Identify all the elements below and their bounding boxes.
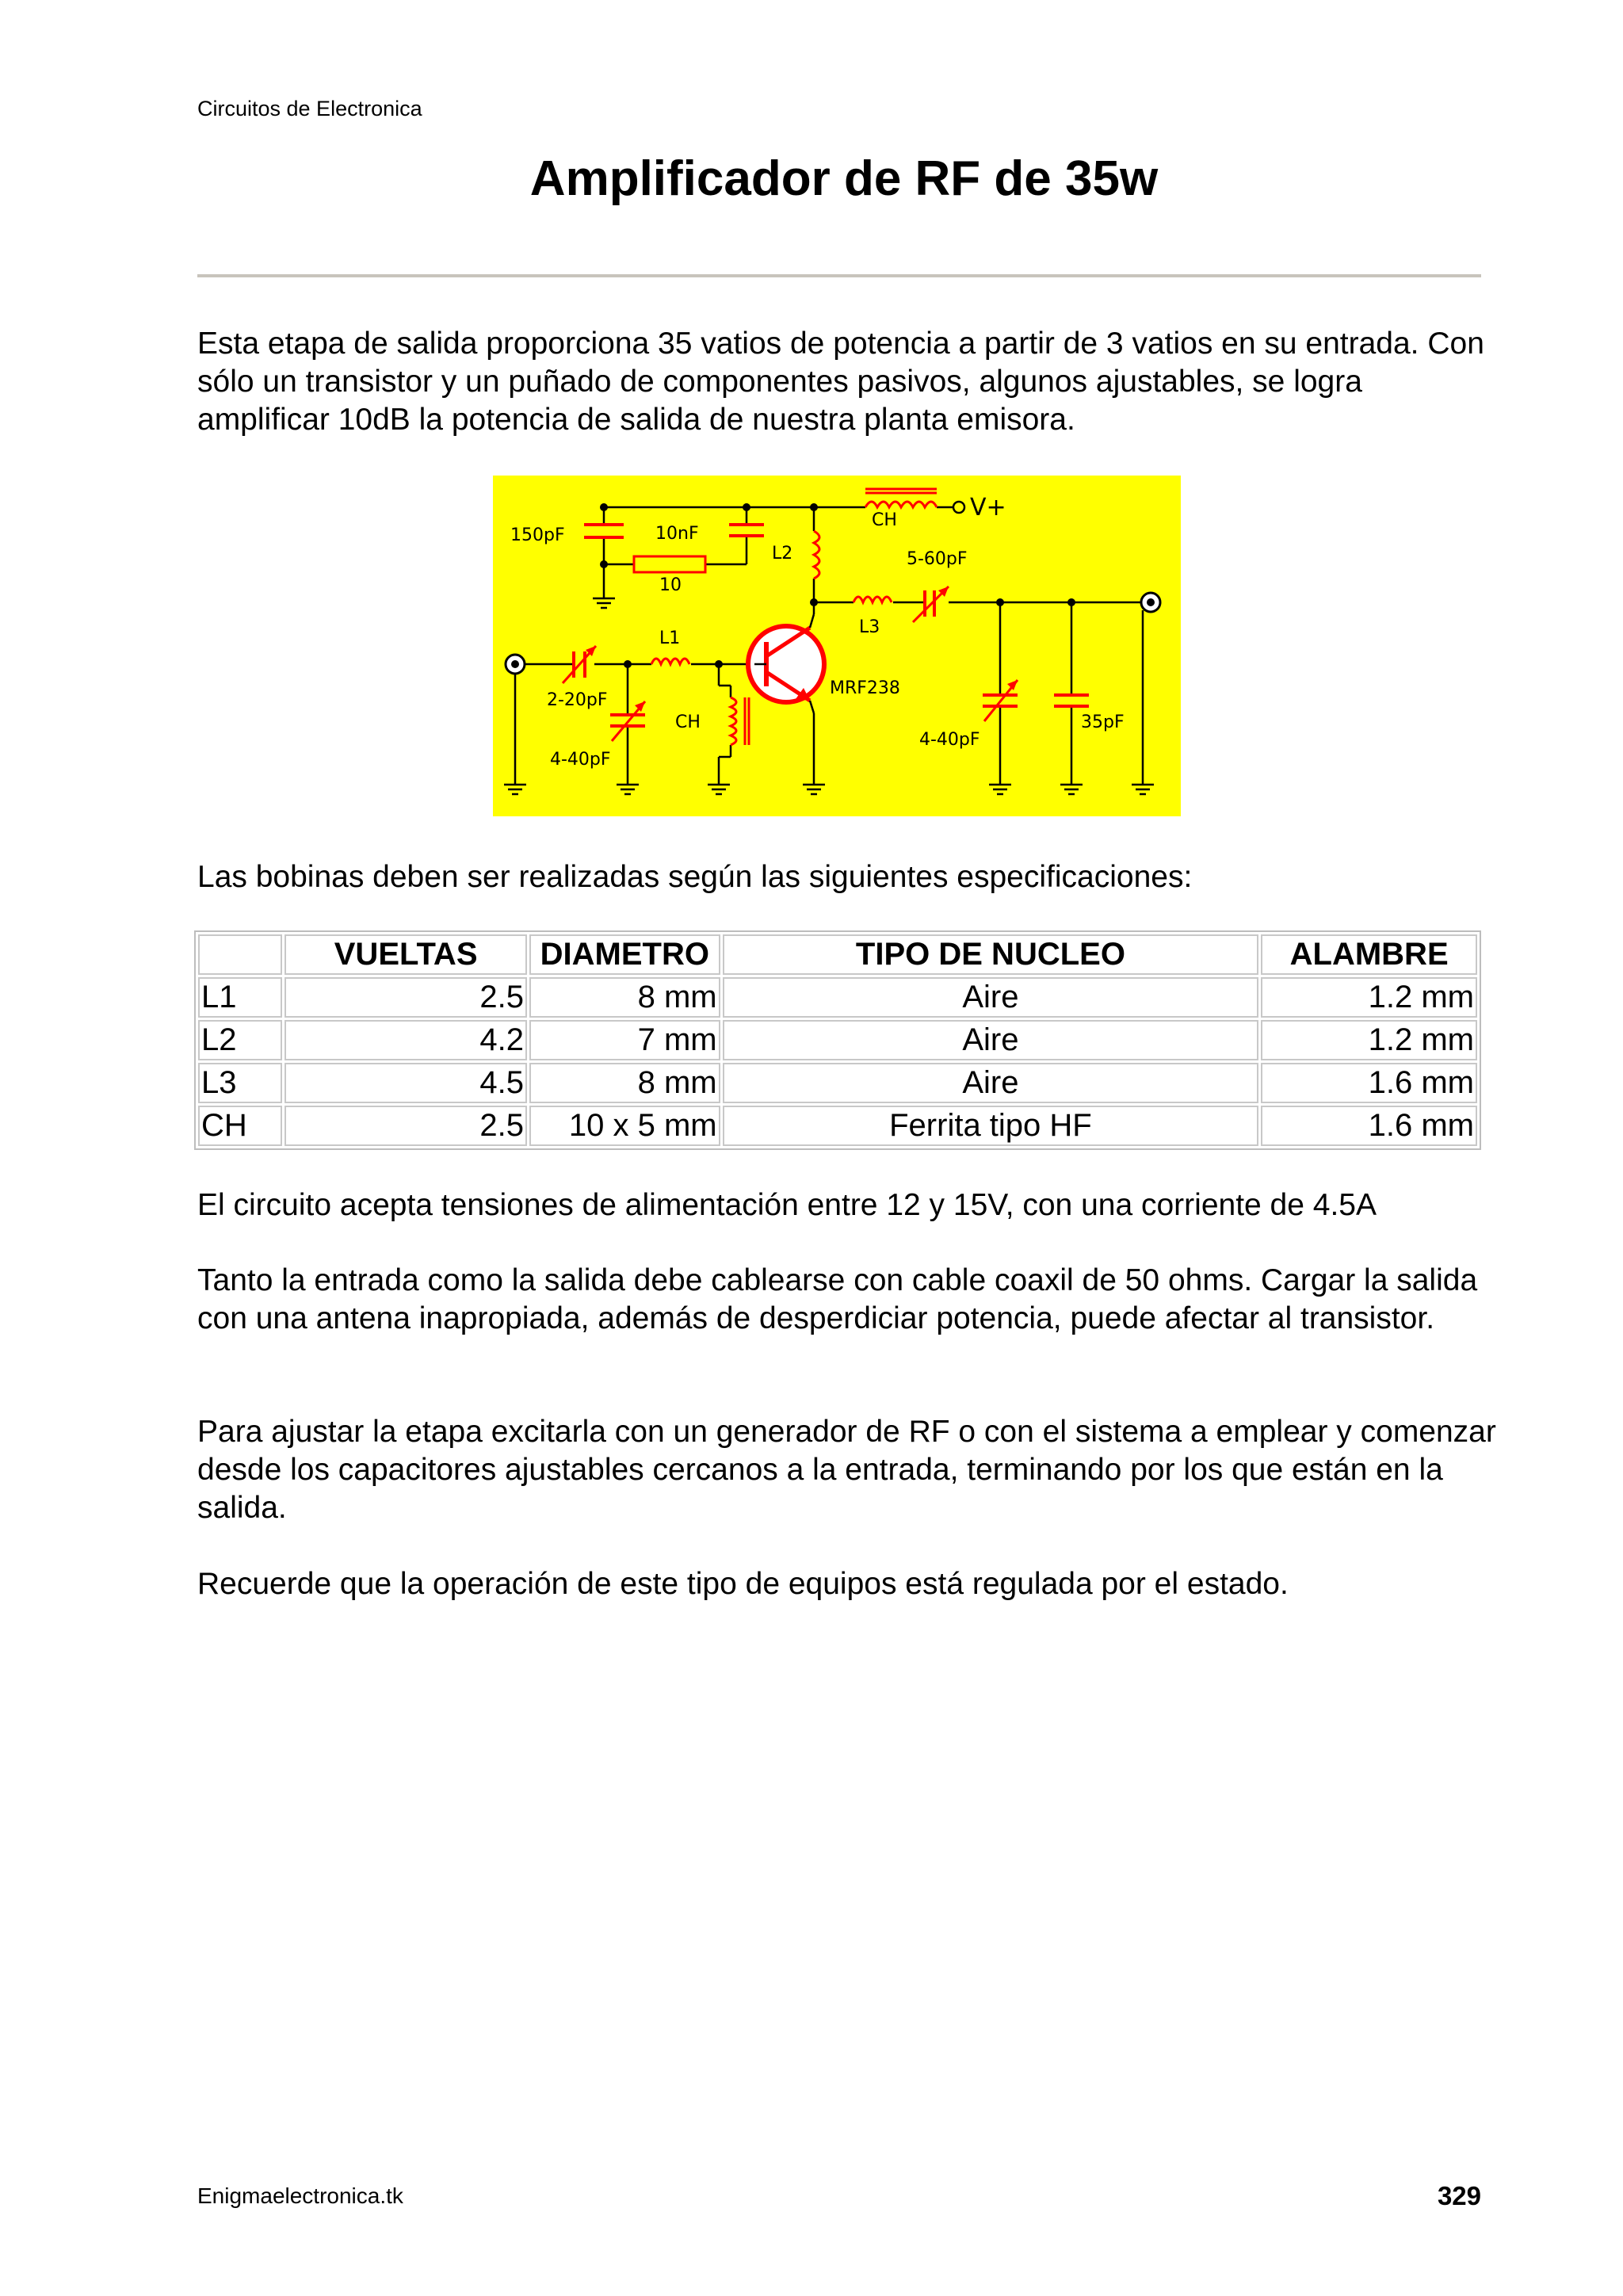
amplifier-schematic: [493, 476, 1181, 816]
table-row: [198, 1020, 1477, 1060]
cell-diametro: 10 x 5 mm: [529, 1106, 720, 1146]
cell-diametro: 8 mm: [529, 977, 720, 1018]
cell-coil: CH: [198, 1106, 282, 1146]
label-150pf: 150pF: [510, 525, 565, 545]
label-5-60pf: 5-60pF: [907, 549, 968, 569]
cell-diametro: 7 mm: [529, 1020, 720, 1060]
cell-vueltas: 2.5: [285, 1106, 527, 1146]
cell-alambre: 1.2 mm: [1261, 977, 1477, 1018]
label-4-40pf-input: 4-40pF: [550, 750, 611, 770]
label-l2: L2: [772, 544, 793, 563]
label-2-20pf: 2-20pF: [547, 690, 608, 710]
label-mrf238: MRF238: [830, 678, 900, 698]
supply-paragraph: El circuito acepta tensiones de alimentación entre 12 y 15V, con una corriente de 4.5A: [197, 1188, 1377, 1222]
label-ch-input: CH: [675, 712, 701, 732]
cell-diametro: 8 mm: [529, 1063, 720, 1103]
coax-paragraph: Tanto la entrada como la salida debe cablearse con cable coaxil de 50 ohms. Cargar la salida con una antena inapropiada, además de desperdiciar potencia, puede afectar al transistor.: [197, 1263, 1478, 1335]
label-l3: L3: [859, 617, 880, 637]
page-title: Amplificador de RF de 35w: [529, 151, 1159, 206]
cell-alambre: 1.6 mm: [1261, 1063, 1477, 1103]
label-r10: 10: [659, 575, 682, 595]
footer-site: Enigmaelectronica.tk: [197, 2183, 403, 2208]
header-empty: [198, 934, 282, 975]
header-tipo-nucleo: TIPO DE NUCLEO: [723, 934, 1259, 975]
page-number: 329: [1437, 2181, 1481, 2210]
header-divider: [197, 274, 1481, 277]
cell-nucleo: Aire: [723, 1063, 1259, 1103]
label-10nf: 10nF: [655, 524, 699, 544]
label-vplus: V+: [970, 494, 1006, 521]
cell-nucleo: Ferrita tipo HF: [723, 1106, 1259, 1146]
cell-vueltas: 4.2: [285, 1020, 527, 1060]
header-alambre: ALAMBRE: [1261, 934, 1477, 975]
label-35pf: 35pF: [1081, 712, 1125, 732]
legal-paragraph: Recuerde que la operación de este tipo de equipos está regulada por el estado.: [197, 1567, 1289, 1601]
label-l1: L1: [659, 628, 681, 648]
table-header-row: [198, 934, 1477, 975]
adjust-paragraph: Para ajustar la etapa excitarla con un generador de RF o con el sistema a emplear y comenzar desde los capacitores ajustables cercanos a la entrada, terminando por los que están en la salida.: [197, 1415, 1496, 1525]
label-4-40pf-output: 4-40pF: [919, 730, 980, 750]
table-row: [198, 1063, 1477, 1103]
cell-vueltas: 4.5: [285, 1063, 527, 1103]
cell-nucleo: Aire: [723, 1020, 1259, 1060]
cell-coil: L2: [198, 1020, 282, 1060]
table-row: [198, 977, 1477, 1018]
cell-nucleo: Aire: [723, 977, 1259, 1018]
cell-vueltas: 2.5: [285, 977, 527, 1018]
table-row: [198, 1106, 1477, 1146]
intro-paragraph: Esta etapa de salida proporciona 35 vatios de potencia a partir de 3 vatios en su entrada. Con sólo un transistor y un puñado de componentes pasivos, algunos ajustables, se logra amplificar 10dB la potencia de salida de nuestra planta emisora.: [197, 327, 1484, 437]
cell-alambre: 1.2 mm: [1261, 1020, 1477, 1060]
header-diametro: DIAMETRO: [529, 934, 720, 975]
cell-alambre: 1.6 mm: [1261, 1106, 1477, 1146]
cell-coil: L3: [198, 1063, 282, 1103]
label-ch-top: CH: [872, 510, 897, 530]
coil-spec-table: [194, 930, 1481, 1150]
coils-paragraph: Las bobinas deben ser realizadas según las siguientes especificaciones:: [197, 860, 1193, 894]
header-vueltas: VUELTAS: [285, 934, 527, 975]
cell-coil: L1: [198, 977, 282, 1018]
running-header: Circuitos de Electronica: [197, 97, 422, 120]
